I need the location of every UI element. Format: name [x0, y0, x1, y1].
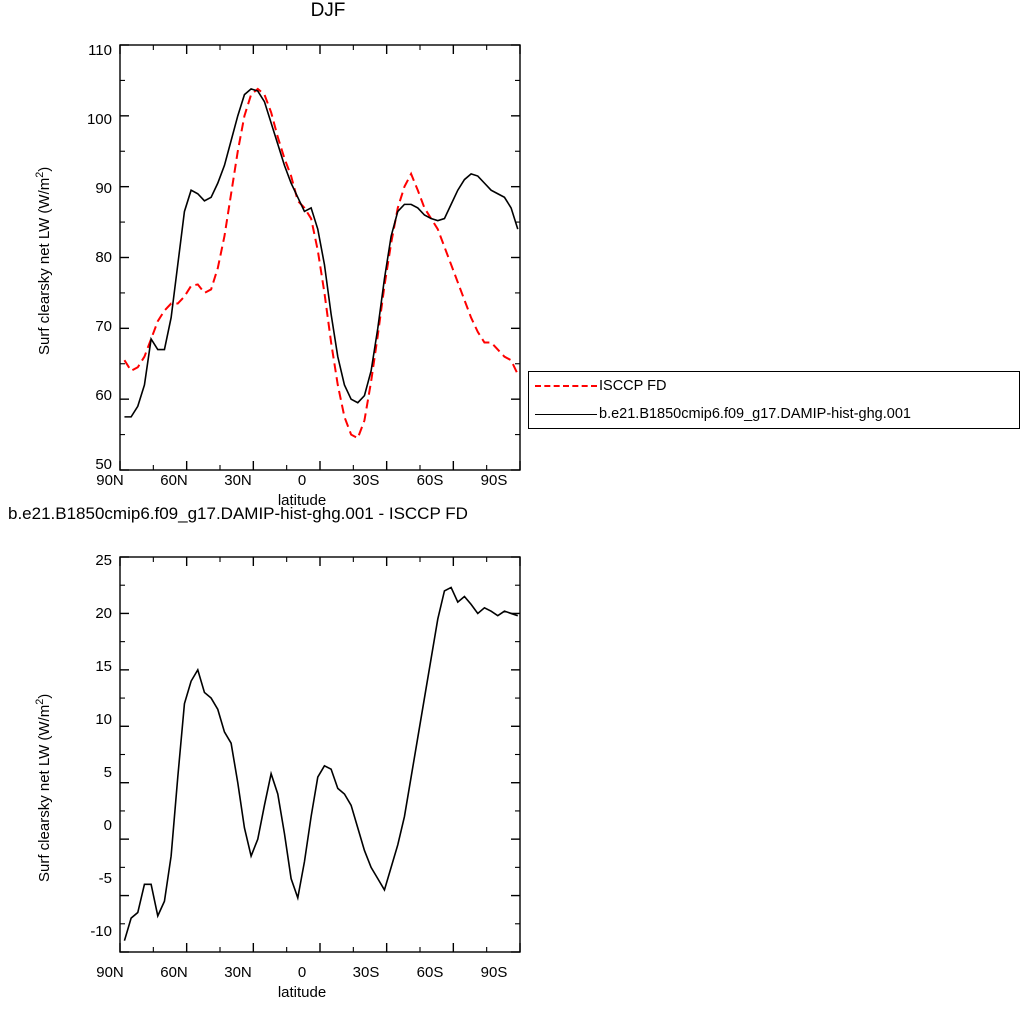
top-xtick-90S: 90S [480, 472, 508, 489]
top-ytick-90: 90 [95, 180, 112, 197]
legend-swatch-solid-icon [535, 414, 597, 415]
legend-swatch-dashed-icon [535, 385, 597, 387]
diff-ytick-5: 5 [103, 764, 112, 781]
chart-legend [528, 371, 1020, 429]
legend-entry-isccp[interactable] [529, 372, 1019, 400]
diff-ylabel-text: Surf clearsky net LW (W/m [36, 704, 53, 882]
ylabel-exponent: 2 [34, 171, 46, 178]
diff-ytick-neg5: -5 [98, 870, 112, 887]
diff-ytick-15: 15 [95, 658, 112, 675]
top-xtick-60N: 60N [160, 472, 188, 489]
ylabel-text: Surf clearsky net LW (W/m [36, 177, 53, 355]
diff-ytick-20: 20 [95, 605, 112, 622]
diff-xtick-30S: 30S [352, 964, 380, 981]
diff-chart-title: b.e21.B1850cmip6.f09_g17.DAMIP-hist-ghg.001 - ISCCP FD [8, 504, 468, 523]
legend-label-isccp: ISCCP FD [599, 378, 667, 394]
top-xtick-90N: 90N [96, 472, 124, 489]
diff-ytick-10: 10 [95, 711, 112, 728]
top-xtick-0: 0 [297, 472, 307, 489]
diff-ylabel-close: ) [36, 693, 53, 699]
top-xtick-30S: 30S [352, 472, 380, 489]
diff-ytick-25: 25 [95, 552, 112, 569]
diff-chart-xlabel: latitude [277, 984, 327, 1001]
top-ytick-60: 60 [95, 387, 112, 404]
legend-entry-model[interactable] [529, 400, 1019, 428]
top-ytick-110: 110 [88, 42, 112, 59]
legend-label-model: b.e21.B1850cmip6.f09_g17.DAMIP-hist-ghg.001 [599, 406, 911, 422]
diff-xtick-60N: 60N [160, 964, 188, 981]
diff-xtick-0: 0 [297, 964, 307, 981]
top-xtick-60S: 60S [416, 472, 444, 489]
ylabel-close: ) [36, 166, 53, 172]
diff-ytick-neg10: -10 [90, 923, 112, 940]
diff-ytick-0: 0 [103, 817, 112, 834]
diff-xtick-90S: 90S [480, 964, 508, 981]
diff-chart-canvas [0, 500, 1024, 1024]
diff-xtick-90N: 90N [96, 964, 124, 981]
top-ytick-100: 100 [86, 111, 112, 128]
top-chart-title: DJF [310, 0, 346, 21]
diff-ylabel-exponent: 2 [34, 698, 46, 705]
top-ytick-70: 70 [95, 318, 112, 335]
top-ytick-50: 50 [95, 456, 112, 473]
diff-chart-panel [0, 500, 1024, 1024]
top-ytick-80: 80 [95, 249, 112, 266]
top-chart-xlabel: latitude [277, 492, 327, 509]
diff-xtick-60S: 60S [416, 964, 444, 981]
top-xtick-30N: 30N [224, 472, 252, 489]
diff-xtick-30N: 30N [224, 964, 252, 981]
